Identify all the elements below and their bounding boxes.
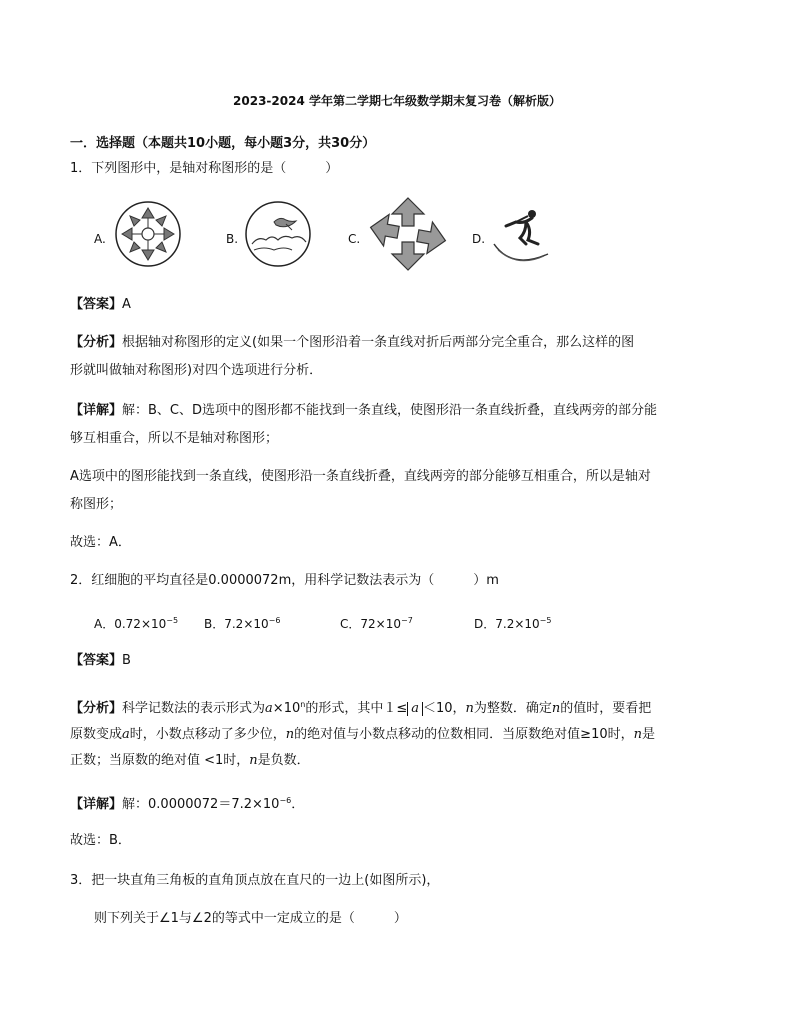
detail-text: 解：B、C、D选项中的图形都不能找到一条直线，使图形沿一条直线折叠，直线两旁的部分能 <box>122 403 658 418</box>
q2-analysis-line-3 <box>70 752 310 770</box>
formula-exponent: n <box>300 700 306 709</box>
analysis-text: 正数；当原数的绝对值 <1时， <box>70 753 250 768</box>
q2-option-d <box>474 612 551 633</box>
q1-detail-line-4: 称图形； <box>70 497 123 512</box>
analysis-text: 是负数． <box>257 753 310 768</box>
var-a: a <box>411 701 419 716</box>
q2-option-a <box>94 612 178 633</box>
option-value: 7.2×10 <box>224 617 269 631</box>
detail-tag: 【详解】 <box>70 797 123 812</box>
detail-exponent: −6 <box>279 796 292 805</box>
option-value: 0.72×10 <box>114 617 167 631</box>
var-n: n <box>249 753 258 768</box>
option-label: A． <box>94 617 115 631</box>
option-value: 72×10 <box>360 617 401 631</box>
var-n: n <box>633 727 642 742</box>
formula-text: ×10 <box>272 701 301 716</box>
analysis-text: 是 <box>641 727 655 742</box>
q2-choice: 故选：B． <box>70 833 131 848</box>
var-a: a <box>122 727 130 742</box>
option-exponent: −6 <box>268 616 281 625</box>
option-value: 7.2×10 <box>495 617 540 631</box>
q1-option-c-label: C. <box>348 232 361 246</box>
option-label: C． <box>340 617 361 631</box>
answer-value: B <box>122 653 131 668</box>
q1-analysis-line-1 <box>70 334 634 352</box>
q1-option-d-label: D. <box>472 232 486 246</box>
q1-detail-line-1 <box>70 402 657 420</box>
q1-option-a-label: A. <box>94 232 106 246</box>
q1-choice: 故选：A． <box>70 535 131 550</box>
var-n: n <box>551 701 561 716</box>
q1-option-b-label: B. <box>226 232 239 246</box>
option-exponent: −7 <box>400 616 413 625</box>
analysis-text: 根据轴对称图形的定义(如果一个图形沿着一条直线对折后两部分完全重合，那么这样的图 <box>122 335 635 350</box>
var-n: n <box>285 727 295 742</box>
q1-analysis-line-2: 形就叫做轴对称图形)对四个选项进行分析． <box>70 363 323 378</box>
var-a: a <box>265 701 273 716</box>
q1-detail-line-2: 够互相重合，所以不是轴对称图形； <box>70 431 279 446</box>
q3-stem: 3．把一块直角三角板的直角顶点放在直尺的一边上(如图所示)， <box>70 873 440 888</box>
section-heading: 一．选择题（本题共10小题，每小题3分，共30分） <box>70 136 376 151</box>
option-label: D． <box>474 617 496 631</box>
analysis-text: 科学记数法的表示形式为 <box>122 701 266 716</box>
analysis-text: 的形式，其中１≤ <box>305 701 408 716</box>
q1-answer <box>70 296 131 314</box>
detail-text: ． <box>291 797 305 812</box>
detail-tag: 【详解】 <box>70 403 123 418</box>
q2-answer <box>70 652 131 670</box>
q2-detail <box>70 792 304 814</box>
detail-text: 解： <box>122 797 149 812</box>
analysis-tag: 【分析】 <box>70 701 123 716</box>
q2-option-c <box>340 612 413 633</box>
option-exponent: −5 <box>539 616 552 625</box>
analysis-text: ＜10， <box>422 701 466 716</box>
q1-figure-b-bird-icon <box>244 200 312 268</box>
q3-subquestion: 则下列关于∠1与∠2的等式中一定成立的是（ ） <box>94 911 407 926</box>
analysis-text: 时，小数点移动了多少位， <box>129 727 286 742</box>
analysis-text: 的绝对值与小数点移动的位数相同．当原数绝对值≥10时， <box>294 727 634 742</box>
answer-value: A <box>122 297 131 312</box>
analysis-tag: 【分析】 <box>70 335 123 350</box>
q2-analysis-line-1 <box>70 696 651 718</box>
q1-detail-line-3: A选项中的图形能找到一条直线，使图形沿一条直线折叠，直线两旁的部分能够互相重合，所以是轴对 <box>70 469 651 484</box>
analysis-text: 的值时，要看把 <box>560 701 652 716</box>
q2-analysis-line-2 <box>70 726 655 744</box>
abs-value <box>407 702 423 716</box>
answer-tag: 【答案】 <box>70 653 123 668</box>
analysis-text: 为整数．确定 <box>473 701 552 716</box>
q1-figure-c-rotating-arrows-icon <box>368 196 448 272</box>
option-label: B． <box>204 617 225 631</box>
answer-tag: 【答案】 <box>70 297 123 312</box>
option-exponent: −5 <box>166 616 179 625</box>
q1-figure-d-skater-icon <box>488 204 560 268</box>
document-title: 2023-2024 学年第二学期七年级数学期末复习卷（解析版） <box>233 94 561 108</box>
q2-stem: 2．红细胞的平均直径是0.0000072m，用科学记数法表示为（ ）m <box>70 573 499 588</box>
q1-stem: 1．下列图形中，是轴对称图形的是（ ） <box>70 161 339 176</box>
detail-equation: 0.0000072＝7.2×10 <box>148 797 280 812</box>
analysis-text: 原数变成 <box>70 727 123 742</box>
var-n: n <box>465 701 474 716</box>
q2-option-b <box>204 612 280 633</box>
q1-figure-a-compass-icon <box>114 200 182 268</box>
